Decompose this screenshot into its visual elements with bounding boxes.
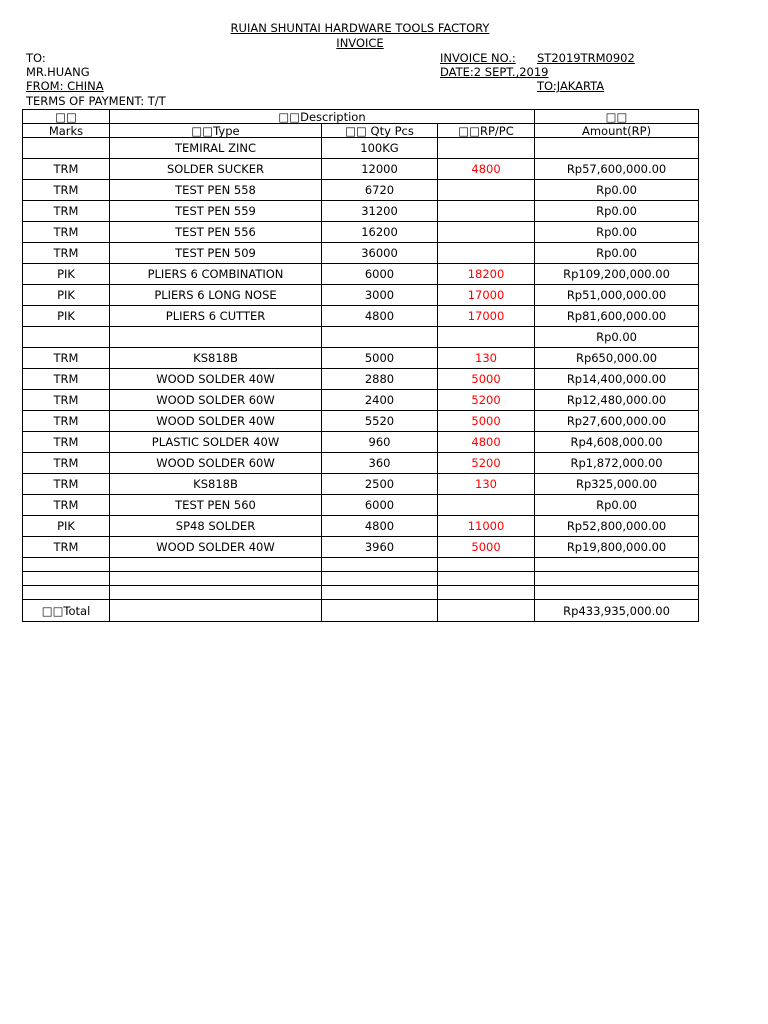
amount-cell: Rp4,608,000.00: [535, 432, 699, 453]
table-row: [23, 201, 699, 222]
price-cell: 5000: [438, 411, 535, 432]
amount-cell: Rp0.00: [535, 201, 699, 222]
type-cell: PLIERS 6 COMBINATION: [110, 264, 322, 285]
table-row: [23, 390, 699, 411]
price-cell: [438, 327, 535, 348]
blank-cell: [438, 558, 535, 572]
type-cell: SP48 SOLDER: [110, 516, 322, 537]
blank-cell: [535, 572, 699, 586]
blank-cell: [438, 600, 535, 622]
type-cell: [110, 327, 322, 348]
price-cell: [438, 222, 535, 243]
blank-cell: [23, 572, 110, 586]
blank-cell: [23, 558, 110, 572]
amount-cell: Rp12,480,000.00: [535, 390, 699, 411]
price-header: □□RP/PC: [438, 124, 535, 138]
amount-cell: Rp0.00: [535, 327, 699, 348]
mark-cell: TRM: [23, 243, 110, 264]
amount-cell: Rp52,800,000.00: [535, 516, 699, 537]
blank-cell: [110, 558, 322, 572]
qty-cell: 2500: [322, 474, 438, 495]
type-cell: TEST PEN 558: [110, 180, 322, 201]
price-cell: [438, 495, 535, 516]
amount-cell: Rp14,400,000.00: [535, 369, 699, 390]
amount-cell: [535, 138, 699, 159]
mark-cell: TRM: [23, 390, 110, 411]
header-row: [23, 110, 699, 124]
type-cell: SOLDER SUCKER: [110, 159, 322, 180]
price-cell: 18200: [438, 264, 535, 285]
company-name: RUIAN SHUNTAI HARDWARE TOOLS FACTORY: [230, 21, 490, 35]
mark-cell: TRM: [23, 537, 110, 558]
table-row: [23, 432, 699, 453]
blank-cell: [438, 572, 535, 586]
qty-cell: 16200: [322, 222, 438, 243]
mark-cell: TRM: [23, 222, 110, 243]
qty-cell: 6000: [322, 495, 438, 516]
qty-cell: 3000: [322, 285, 438, 306]
type-cell: KS818B: [110, 348, 322, 369]
qty-cell: 5520: [322, 411, 438, 432]
amount-cell: Rp325,000.00: [535, 474, 699, 495]
blank-cell: [23, 586, 110, 600]
marks-cn-header: □□: [23, 110, 110, 124]
amount-cell: Rp51,000,000.00: [535, 285, 699, 306]
table-row: [23, 222, 699, 243]
mark-cell: [23, 327, 110, 348]
customer-name: MR.HUANG: [26, 65, 90, 79]
qty-cell: 100KG: [322, 138, 438, 159]
type-cell: PLIERS 6 CUTTER: [110, 306, 322, 327]
amount-cell: Rp109,200,000.00: [535, 264, 699, 285]
blank-cell: [322, 586, 438, 600]
price-cell: [438, 243, 535, 264]
table-row: [23, 285, 699, 306]
mark-cell: TRM: [23, 348, 110, 369]
price-cell: 17000: [438, 285, 535, 306]
type-cell: TEST PEN 560: [110, 495, 322, 516]
blank-cell: [110, 586, 322, 600]
qty-cell: 960: [322, 432, 438, 453]
invoice-table: [22, 109, 699, 622]
mark-cell: PIK: [23, 516, 110, 537]
amount-cell: Rp0.00: [535, 495, 699, 516]
table-row: [23, 474, 699, 495]
description-header: □□Description: [110, 110, 535, 124]
qty-cell: 36000: [322, 243, 438, 264]
mark-cell: PIK: [23, 264, 110, 285]
mark-cell: TRM: [23, 201, 110, 222]
mark-cell: TRM: [23, 432, 110, 453]
mark-cell: TRM: [23, 453, 110, 474]
mark-cell: TRM: [23, 369, 110, 390]
price-cell: 5200: [438, 453, 535, 474]
price-cell: [438, 180, 535, 201]
mark-cell: TRM: [23, 411, 110, 432]
type-cell: WOOD SOLDER 40W: [110, 369, 322, 390]
mark-cell: TRM: [23, 180, 110, 201]
mark-cell: [23, 138, 110, 159]
total-amount: Rp433,935,000.00: [535, 600, 699, 622]
table-row: [23, 243, 699, 264]
table-row: [23, 159, 699, 180]
type-cell: WOOD SOLDER 40W: [110, 537, 322, 558]
type-cell: TEST PEN 559: [110, 201, 322, 222]
mark-cell: TRM: [23, 474, 110, 495]
destination: TO:JAKARTA: [537, 79, 605, 93]
table-row: [23, 306, 699, 327]
table-row: [23, 264, 699, 285]
amount-cell: Rp0.00: [535, 222, 699, 243]
type-cell: WOOD SOLDER 60W: [110, 390, 322, 411]
table-row: [23, 138, 699, 159]
blank-cell: [438, 586, 535, 600]
amount-cell: Rp19,800,000.00: [535, 537, 699, 558]
type-cell: TEST PEN 556: [110, 222, 322, 243]
amount-cell: Rp27,600,000.00: [535, 411, 699, 432]
table-row: [23, 411, 699, 432]
type-cell: PLASTIC SOLDER 40W: [110, 432, 322, 453]
amount-cell: Rp0.00: [535, 180, 699, 201]
price-cell: 130: [438, 348, 535, 369]
blank-cell: [110, 572, 322, 586]
subheader-row: [23, 124, 699, 138]
invoice-number: ST2019TRM0902: [537, 51, 635, 65]
qty-cell: 2880: [322, 369, 438, 390]
qty-cell: 3960: [322, 537, 438, 558]
price-cell: 130: [438, 474, 535, 495]
qty-cell: 5000: [322, 348, 438, 369]
table-row: [23, 369, 699, 390]
blank-cell: [535, 558, 699, 572]
amount-header: Amount(RP): [535, 124, 699, 138]
blank-cell: [110, 600, 322, 622]
type-cell: TEMIRAL ZINC: [110, 138, 322, 159]
invoice-no-label: INVOICE NO.:: [440, 51, 516, 65]
qty-cell: 6000: [322, 264, 438, 285]
qty-cell: 2400: [322, 390, 438, 411]
type-cell: WOOD SOLDER 60W: [110, 453, 322, 474]
table-row: [23, 495, 699, 516]
table-row: [23, 180, 699, 201]
blank-cell: [322, 558, 438, 572]
mark-cell: PIK: [23, 285, 110, 306]
table-row: [23, 516, 699, 537]
price-cell: [438, 201, 535, 222]
qty-cell: [322, 327, 438, 348]
blank-row: [23, 572, 699, 586]
blank-row: [23, 586, 699, 600]
payment-terms: TERMS OF PAYMENT: T/T: [26, 94, 166, 108]
qty-cell: 360: [322, 453, 438, 474]
price-cell: 5000: [438, 537, 535, 558]
qty-cell: 12000: [322, 159, 438, 180]
blank-row: [23, 558, 699, 572]
blank-cell: [535, 586, 699, 600]
total-row: [23, 600, 699, 622]
mark-cell: PIK: [23, 306, 110, 327]
type-cell: TEST PEN 509: [110, 243, 322, 264]
price-cell: [438, 138, 535, 159]
type-cell: WOOD SOLDER 40W: [110, 411, 322, 432]
table-row: [23, 327, 699, 348]
table-row: [23, 453, 699, 474]
qty-cell: 31200: [322, 201, 438, 222]
qty-cell: 6720: [322, 180, 438, 201]
type-cell: PLIERS 6 LONG NOSE: [110, 285, 322, 306]
table-row: [23, 537, 699, 558]
document-title: INVOICE: [336, 36, 384, 50]
amount-cn-header: □□: [535, 110, 699, 124]
type-cell: KS818B: [110, 474, 322, 495]
invoice-date: DATE:2 SEPT.,2019: [440, 65, 549, 79]
qty-cell: 4800: [322, 306, 438, 327]
price-cell: 17000: [438, 306, 535, 327]
amount-cell: Rp650,000.00: [535, 348, 699, 369]
price-cell: 4800: [438, 159, 535, 180]
to-label: TO:: [26, 51, 46, 65]
amount-cell: Rp57,600,000.00: [535, 159, 699, 180]
amount-cell: Rp81,600,000.00: [535, 306, 699, 327]
blank-cell: [322, 572, 438, 586]
mark-cell: TRM: [23, 159, 110, 180]
price-cell: 5000: [438, 369, 535, 390]
price-cell: 5200: [438, 390, 535, 411]
price-cell: 11000: [438, 516, 535, 537]
price-cell: 4800: [438, 432, 535, 453]
qty-header: □□ Qty Pcs: [322, 124, 438, 138]
type-header: □□Type: [110, 124, 322, 138]
mark-cell: TRM: [23, 495, 110, 516]
table-row: [23, 348, 699, 369]
qty-cell: 4800: [322, 516, 438, 537]
blank-cell: [322, 600, 438, 622]
marks-header: Marks: [23, 124, 110, 138]
amount-cell: Rp1,872,000.00: [535, 453, 699, 474]
total-label: □□Total: [23, 600, 110, 622]
amount-cell: Rp0.00: [535, 243, 699, 264]
origin: FROM: CHINA: [26, 79, 104, 93]
